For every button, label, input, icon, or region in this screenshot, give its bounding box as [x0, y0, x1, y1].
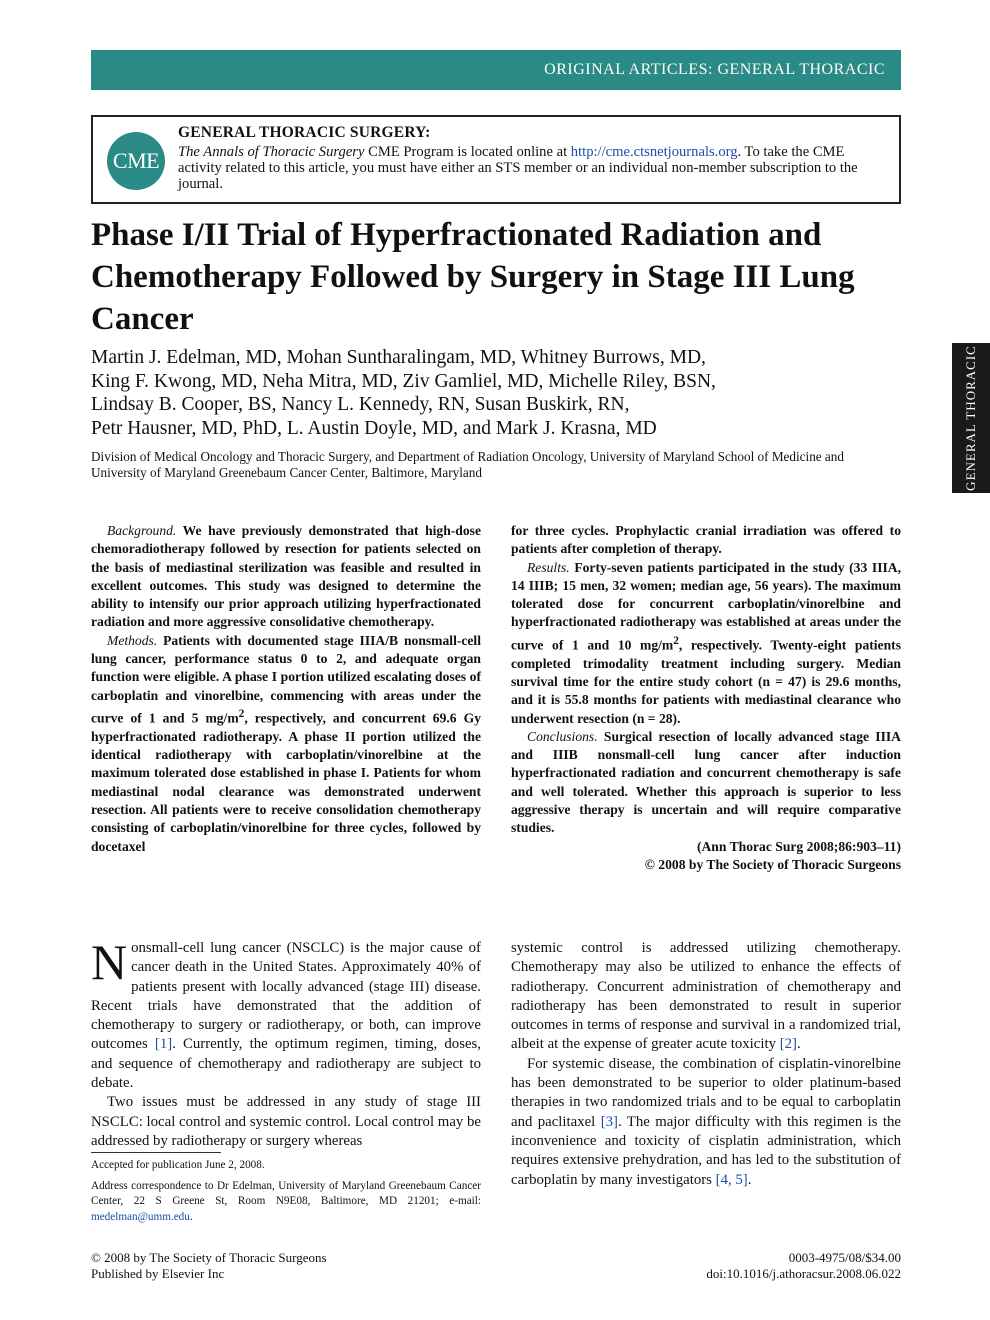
publisher: Published by Elsevier Inc: [91, 1266, 225, 1281]
abstract-background: [91, 522, 481, 632]
abstract-methods-cont: for three cycles. Prophylactic cranial irradiation was offered to patients after completion of therapy.: [511, 523, 901, 557]
citation: (Ann Thorac Surg 2008;86:903–11): [696, 838, 901, 854]
side-tab-label: GENERAL THORACIC: [963, 345, 979, 491]
cme-body: [178, 144, 888, 192]
reference-link[interactable]: [2]: [779, 1036, 797, 1053]
side-section-tab: [952, 343, 990, 493]
background-label: Background.: [107, 523, 177, 538]
body-left-column: [91, 934, 481, 1151]
abstract-conclusions: [511, 728, 901, 838]
address-text-end: .: [189, 1210, 193, 1223]
author-line: King F. Kwong, MD, Neha Mitra, MD, Ziv Gamliel, MD, Michelle Riley, BSN,: [91, 370, 716, 392]
reference-link[interactable]: [4, 5]: [715, 1171, 748, 1188]
doi-info: [600, 1250, 901, 1282]
section-header-bar: [91, 50, 901, 90]
results-label: Results.: [527, 559, 570, 575]
body-paragraph: [511, 939, 901, 1055]
accepted-date: Accepted for publication June 2, 2008.: [91, 1159, 265, 1171]
background-text: We have previously demonstrated that high-dose chemoradiotherapy followed by resection for patients selected on the basis of mediastinal sterilization was feasible and resulted in excellent outcomes. This study was designed to determine the ability to intensify our prior approach utilizing hyperfractionated radiation and more aggressive consolidative chemotherapy.: [91, 523, 481, 630]
affiliation: Division of Medical Oncology and Thoracic Surgery, and Department of Radiation Oncology, University of Maryland School of Medicine and University of Maryland Greenebaum Cancer Center, Baltimore, Maryland: [91, 449, 844, 480]
body-text: . Currently, the optimum regimen, timing, doses, and sequence of chemotherapy and radiotherapy are subject to debate.: [91, 1036, 481, 1092]
abstract-results: [511, 559, 901, 728]
results-text-b: , respectively. Twenty-eight patients completed trimodality treatment including surgery. Median survival time for the entire study cohort (n = 47) is 29.6 months, and it is 55.8 months for patients with mediastinal clearance who underwent resection (n = 28).: [511, 637, 901, 726]
cme-logo-icon: CME: [107, 132, 165, 190]
footnotes: [91, 1158, 481, 1230]
reference-link[interactable]: [1]: [154, 1036, 173, 1053]
body-text: .: [747, 1171, 752, 1188]
cme-line1: CME Program is located online at: [364, 144, 571, 160]
abstract-copyright: © 2008 by The Society of Thoracic Surgeons: [644, 856, 901, 872]
body-text: For systemic disease, the combination of cisplatin-vinorelbine has been demonstrated to be superior to older platinum-based therapies in two randomized trials and to be equal to carboplatin and paclitaxel: [511, 1055, 901, 1130]
cme-heading: GENERAL THORACIC SURGERY:: [178, 124, 431, 141]
cme-notice-text: [178, 125, 888, 192]
body-paragraph: Two issues must be addressed in any study of stage III NSCLC: local control and systemic control. Local control may be addressed by radiotherapy or surgery whereas: [91, 1094, 481, 1149]
body-text: . The major difficulty with this regimen is the inconvenience and toxicity of cisplatin administration, which requires extensive prehydration, and has led to the substitution of carboplatin by many investigators: [511, 1113, 902, 1188]
drop-cap: N: [91, 934, 128, 990]
body-paragraph: [91, 934, 481, 1093]
author-list: [91, 346, 871, 440]
doi: doi:10.1016/j.athoracsur.2008.06.022: [706, 1266, 901, 1281]
publisher-info: [91, 1250, 327, 1282]
methods-text-a: Patients with documented stage IIIA/B nonsmall-cell lung cancer, performance status 0 to 2, and adequate organ function were eligible. A phase I portion utilized escalating doses of carboplatin and vinorelbine, commencing with areas under the curve of 1 and 5 mg/m: [91, 632, 481, 726]
methods-text-b: , respectively, and concurrent 69.6 Gy hyperfractionated radiotherapy. A phase II portion utilized the identical radiotherapy with carboplatin/vinorelbine at the maximum tolerated dose established in phase I. Patients for whom mediastinal nodal clearance was demonstrated underwent resection. All patients were to receive consolidation chemotherapy consisting of carboplatin/vinorelbine for three cycles, followed by docetaxel: [91, 710, 481, 854]
results-text-a: Forty-seven patients participated in the study (33 IIIA, 14 IIIB; 15 men, 32 women; median age, 56 years). The maximum tolerated dose for concurrent carboplatin/vinorelbine and hyperfractionated radiotherapy was established at areas under the curve of 1 and 10 mg/m: [511, 559, 901, 653]
address-text: Address correspondence to Dr Edelman, University of Maryland Greenebaum Cancer Center, 22 S Greene St, Room N9E08, Baltimore, MD 21201; e-mail:: [91, 1179, 481, 1208]
conclusions-text: Surgical resection of locally advanced stage IIIA and IIIB nonsmall-cell lung cancer after induction hyperfractionated radiation and concurrent chemotherapy is safe and well tolerated. Whether this approach is superior to less aggressive therapy is uncertain and will require comparative studies.: [511, 728, 901, 836]
cme-line2: . To take the CME activity related to this article, you must have either an STS member or an individual non-member subscription to the journal.: [178, 144, 858, 192]
conclusions-label: Conclusions.: [527, 728, 598, 744]
cme-notice-box: [91, 115, 901, 204]
journal-name: The Annals of Thoracic Surgery: [178, 144, 365, 160]
article-title: Phase I/II Trial of Hyperfractionated Radiation and Chemotherapy Followed by Surgery in Stage III Lung Cancer: [91, 217, 855, 337]
society-copyright: © 2008 by The Society of Thoracic Surgeons: [91, 1250, 327, 1265]
author-line: Petr Hausner, MD, PhD, L. Austin Doyle, MD, and Mark J. Krasna, MD: [91, 417, 657, 439]
correspondence-address: [91, 1179, 481, 1226]
body-right-column: [511, 939, 901, 1190]
abstract-right-column: [511, 522, 901, 874]
author-line: Lindsay B. Cooper, BS, Nancy L. Kennedy, RN, Susan Buskirk, RN,: [91, 394, 630, 415]
reference-link[interactable]: [3]: [600, 1113, 618, 1130]
issn-price: 0003-4975/08/$34.00: [788, 1250, 901, 1265]
footnote-divider: [91, 1152, 221, 1153]
author-line: Martin J. Edelman, MD, Mohan Suntharalingam, MD, Whitney Burrows, MD,: [91, 347, 706, 368]
cme-link[interactable]: http://cme.ctsnetjournals.org: [570, 144, 738, 160]
body-text: .: [796, 1036, 801, 1053]
section-label: ORIGINAL ARTICLES: GENERAL THORACIC: [544, 61, 885, 78]
body-text: systemic control is addressed utilizing chemotherapy. Chemotherapy may also be utilized to enhance the effects of radiotherapy. Concurrent administration of chemotherapy and radiotherapy has been demonstrated to result in superior outcomes in terms of response and survival in a randomized trial, albeit at the expense of greater acute toxicity: [511, 940, 901, 1053]
body-text: onsmall-cell lung cancer (NSCLC) is the major cause of cancer death in the United States. Approximately 40% of patients present with locally advanced (stage III) disease. Recent trials have demonstrated that the addition of chemotherapy to surgery or radiotherapy, or both, can improve outcomes: [91, 940, 481, 1053]
methods-label: Methods.: [107, 632, 158, 648]
abstract-methods: [91, 632, 481, 856]
superscript: 2: [673, 634, 679, 647]
email-link[interactable]: medelman@umm.edu: [91, 1210, 190, 1223]
abstract-left-column: [91, 522, 481, 856]
superscript: 2: [238, 707, 245, 720]
body-paragraph: [511, 1055, 901, 1190]
